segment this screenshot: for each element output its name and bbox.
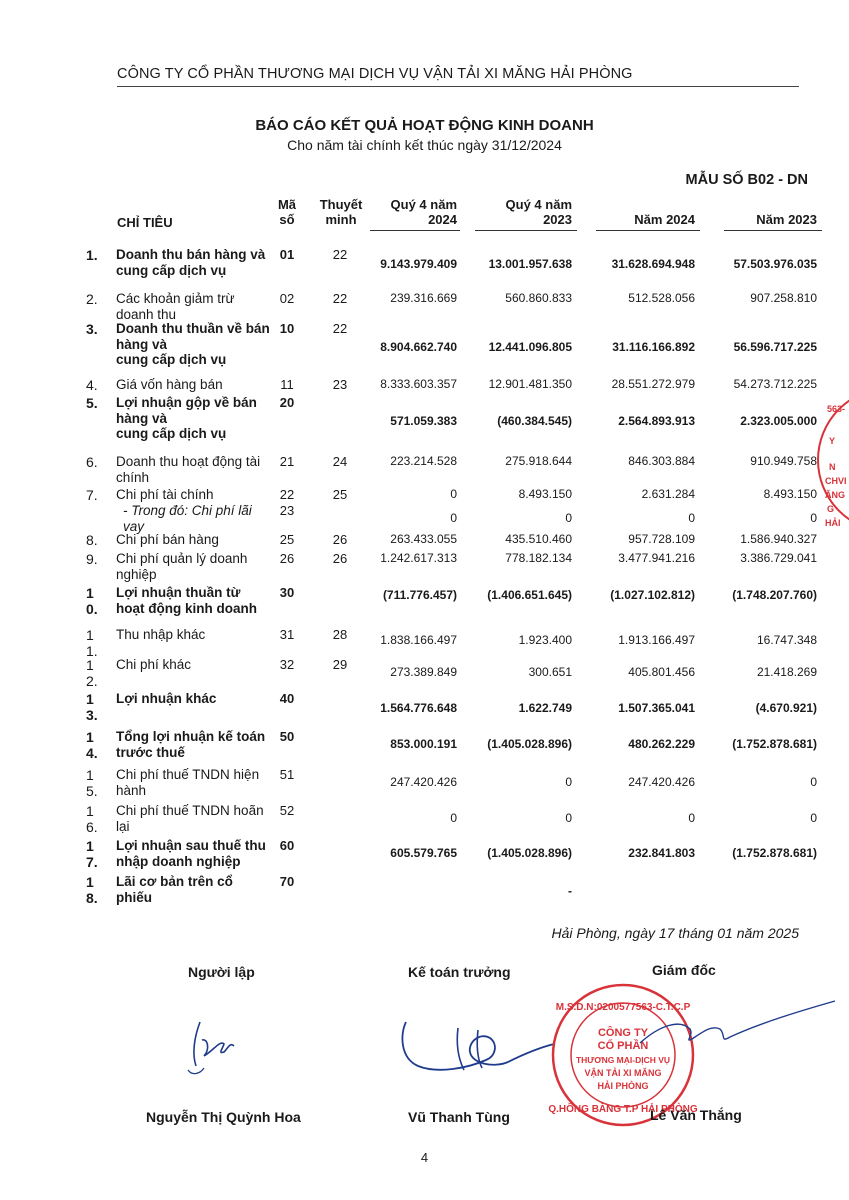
row-label: cung cấp dịch vụ: [116, 426, 227, 441]
svg-text:VẬN TẢI XI MĂNG: VẬN TẢI XI MĂNG: [584, 1068, 662, 1078]
svg-text:THƯƠNG MẠI-DỊCH VỤ: THƯƠNG MẠI-DỊCH VỤ: [575, 1055, 671, 1065]
row-label: phiếu: [116, 889, 152, 905]
row-value: 0: [810, 775, 817, 789]
row-value: (1.752.878.681): [732, 846, 817, 860]
row-code: 25: [279, 532, 295, 547]
row-value: 605.579.765: [390, 846, 457, 860]
row-value: 2.564.893.913: [618, 414, 695, 428]
row-value: 957.728.109: [628, 532, 695, 546]
row-code: 10: [279, 321, 295, 336]
accountant-name: Vũ Thanh Tùng: [408, 1109, 510, 1125]
row-value: 0: [565, 775, 572, 789]
row-value: 275.918.644: [505, 454, 572, 468]
row-note: 26: [332, 532, 348, 547]
header-year-2024: Năm 2024: [634, 212, 695, 227]
row-label: hành: [116, 782, 147, 798]
row-value: 2.631.284: [641, 487, 695, 501]
row-label: cung cấp dịch vụ: [116, 262, 227, 278]
row-value: 1.242.617.313: [380, 551, 457, 565]
row-note: 29: [332, 657, 348, 672]
row-value: 1.923.400: [518, 633, 572, 647]
row-value: 435.510.460: [505, 532, 572, 546]
row-value: 571.059.383: [390, 414, 457, 428]
row-note: 28: [332, 627, 348, 642]
row-label: lại: [116, 818, 130, 834]
row-value: 232.841.803: [628, 846, 695, 860]
row-value: 0: [810, 811, 817, 825]
row-label: Doanh thu bán hàng và: [116, 247, 266, 262]
row-index: 1: [86, 803, 94, 819]
svg-text:CÔNG TY: CÔNG TY: [597, 1027, 649, 1039]
row-index-cont: 2.: [86, 673, 98, 689]
row-note: 25: [332, 487, 348, 502]
row-value: 3.386.729.041: [740, 551, 817, 565]
row-index: 1: [86, 838, 94, 854]
row-value: 54.273.712.225: [733, 377, 817, 391]
row-code: 21: [279, 454, 295, 469]
row-note: 24: [332, 454, 348, 469]
svg-text:M.S.D.N:0200577563-C.T.C.P: M.S.D.N:0200577563-C.T.C.P: [555, 1002, 691, 1013]
row-value: 1.913.166.497: [618, 633, 695, 647]
row-value: (4.670.921): [755, 701, 817, 715]
row-index: 1: [86, 627, 94, 643]
row-label: Lãi cơ bản trên cổ: [116, 874, 233, 889]
partial-seal: [815, 380, 849, 540]
row-value: (1.027.102.812): [610, 588, 695, 602]
svg-text:HẢI: HẢI: [825, 518, 841, 528]
row-label: Chi phí bán hàng: [116, 532, 219, 547]
row-value: 31.628.694.948: [611, 257, 695, 271]
svg-text:CHVI: CHVI: [825, 476, 847, 486]
header-underline-year-2024: [596, 230, 700, 231]
row-code: 30: [279, 585, 295, 600]
row-code: 31: [279, 627, 295, 642]
preparer-signature: [180, 1010, 240, 1080]
row-index-cont: 7.: [86, 854, 98, 870]
header-indicator: CHỈ TIÊU: [117, 215, 173, 230]
header-q4-2023-2: 2023: [543, 212, 572, 227]
row-code: 22: [279, 487, 295, 502]
row-label: Lợi nhuận sau thuế thu: [116, 838, 266, 853]
row-label: Chi phí quản lý doanh: [116, 551, 248, 566]
row-value: 560.860.833: [505, 291, 572, 305]
header-underline-q4-2023: [475, 230, 577, 231]
row-index-cont: 1.: [86, 643, 98, 659]
row-label: nghiệp: [116, 566, 157, 582]
director-title: Giám đốc: [652, 962, 716, 978]
row-value: 1.586.940.327: [740, 532, 817, 546]
row-value: (711.776.457): [382, 588, 457, 602]
row-index: 3.: [86, 321, 98, 337]
row-value: 0: [450, 811, 457, 825]
company-name: CÔNG TY CỔ PHẦN THƯƠNG MẠI DỊCH VỤ VẬN TẢI XI MĂNG HẢI PHÒNG: [117, 66, 633, 82]
row-value: 1.838.166.497: [380, 633, 457, 647]
row-index: 1: [86, 874, 94, 890]
row-value: 910.949.758: [750, 454, 817, 468]
row-value: 273.389.849: [390, 665, 457, 679]
row-index: 1.: [86, 247, 98, 263]
row-label: cung cấp dịch vụ: [116, 352, 227, 367]
row-code: 32: [279, 657, 295, 672]
header-underline-q4-2024: [370, 230, 460, 231]
row-value: 247.420.426: [390, 775, 457, 789]
row-label: Giá vốn hàng bán: [116, 377, 223, 392]
row-code: 23: [279, 503, 295, 518]
row-value: 907.258.810: [750, 291, 817, 305]
row-index-cont: 6.: [86, 819, 98, 835]
row-note: 22: [332, 321, 348, 336]
row-label: hàng và: [116, 336, 168, 352]
row-value: 405.801.456: [628, 665, 695, 679]
header-underline-year-2023: [724, 230, 822, 231]
row-index: 1: [86, 729, 94, 745]
svg-text:Q.HỒNG BÀNG T.P HẢI PHÒNG: Q.HỒNG BÀNG T.P HẢI PHÒNG: [548, 1104, 698, 1115]
director-name: Lê Văn Thắng: [650, 1107, 742, 1123]
preparer-title: Người lập: [188, 964, 255, 980]
header-q4-2023-1: Quý 4 năm: [505, 197, 572, 212]
row-index: 7.: [86, 487, 98, 503]
place-date: Hải Phòng, ngày 17 tháng 01 năm 2025: [551, 925, 799, 941]
row-note: 22: [332, 291, 348, 306]
row-label: - Trong đó: Chi phí lãi: [123, 503, 252, 518]
row-value: 0: [688, 511, 695, 525]
row-value: 16.747.348: [756, 633, 817, 647]
row-index-cont: 0.: [86, 601, 98, 617]
row-value: 1.564.776.648: [380, 701, 457, 715]
row-value: -: [568, 884, 572, 898]
row-code: 40: [279, 691, 295, 706]
row-label: Doanh thu thuần về bán: [116, 321, 270, 336]
row-value: (1.405.028.896): [487, 737, 572, 751]
row-index: 1: [86, 767, 94, 783]
row-label: Lợi nhuận khác: [116, 691, 217, 706]
row-label: chính: [116, 469, 150, 485]
row-code: 52: [279, 803, 295, 818]
row-label: Tổng lợi nhuận kế toán: [116, 729, 266, 744]
row-value: 13.001.957.638: [488, 257, 572, 271]
row-value: 56.596.717.225: [733, 340, 817, 354]
row-label: Các khoản giảm trừ: [116, 291, 235, 306]
row-label: hàng và: [116, 410, 168, 426]
report-subtitle: Cho năm tài chính kết thúc ngày 31/12/2024: [287, 137, 562, 153]
row-value: 223.214.528: [390, 454, 457, 468]
row-value: 247.420.426: [628, 775, 695, 789]
row-value: (460.384.545): [497, 414, 572, 428]
header-q4-2024-1: Quý 4 năm: [390, 197, 457, 212]
page-number: 4: [420, 1150, 429, 1165]
header-code-1: Mã: [277, 197, 297, 212]
row-value: 28.551.272.979: [611, 377, 695, 391]
row-code: 11: [280, 377, 294, 392]
row-value: 0: [450, 511, 457, 525]
row-value: 263.433.055: [390, 532, 457, 546]
row-value: 8.493.150: [763, 487, 817, 501]
row-label: Lợi nhuận gộp về bán: [116, 395, 257, 410]
row-label: Doanh thu hoạt động tài: [116, 454, 261, 469]
row-code: 51: [279, 767, 295, 782]
row-value: 239.316.669: [390, 291, 457, 305]
row-note: 22: [332, 247, 348, 262]
row-value: 8.904.662.740: [380, 340, 457, 354]
header-note-2: minh: [325, 212, 357, 227]
form-code: MẪU SỐ B02 - DN: [685, 172, 808, 188]
row-value: 0: [565, 511, 572, 525]
row-value: 1.622.749: [518, 701, 572, 715]
row-value: 31.116.166.892: [612, 340, 695, 354]
row-index-cont: 4.: [86, 745, 98, 761]
row-index: 8.: [86, 532, 98, 548]
row-value: 0: [688, 811, 695, 825]
row-value: 12.441.096.805: [488, 340, 572, 354]
row-value: (1.752.878.681): [732, 737, 817, 751]
director-signature: [620, 995, 840, 1065]
report-title: BÁO CÁO KẾT QUẢ HOẠT ĐỘNG KINH DOANH: [255, 117, 594, 134]
preparer-name: Nguyễn Thị Quỳnh Hoa: [146, 1109, 301, 1125]
row-index: 9.: [86, 551, 98, 567]
row-index: 1: [86, 585, 94, 601]
accountant-signature: [398, 1008, 558, 1078]
row-index-cont: 8.: [86, 890, 98, 906]
row-value: (1.405.028.896): [487, 846, 572, 860]
svg-text:563-: 563-: [827, 404, 846, 414]
row-code: 60: [279, 838, 295, 853]
header-note-1: Thuyết: [319, 197, 363, 212]
row-index-cont: 3.: [86, 707, 98, 723]
row-label: Chi phí khác: [116, 657, 192, 672]
row-value: 0: [810, 511, 817, 525]
accountant-title: Kế toán trưởng: [408, 964, 511, 980]
row-label: vay: [123, 518, 145, 534]
row-value: 480.262.229: [628, 737, 695, 751]
row-value: 57.503.976.035: [733, 257, 817, 271]
row-index: 5.: [86, 395, 98, 411]
row-label: Chi phí thuế TNDN hiện: [116, 767, 260, 782]
row-index: 1: [86, 691, 94, 707]
row-value: 846.303.884: [628, 454, 695, 468]
row-label: Thu nhập khác: [116, 627, 206, 642]
svg-text:G: G: [827, 504, 835, 514]
row-label: Lợi nhuận thuần từ: [116, 585, 241, 600]
row-value: 12.901.481.350: [488, 377, 572, 391]
row-note: 26: [332, 551, 348, 566]
row-code: 02: [279, 291, 295, 306]
row-value: 21.418.269: [756, 665, 817, 679]
row-value: 8.493.150: [518, 487, 572, 501]
row-label: nhập doanh nghiệp: [116, 853, 241, 869]
row-label: trước thuế: [116, 744, 185, 760]
row-note: 23: [332, 377, 348, 392]
row-label: doanh thu: [116, 306, 177, 322]
row-value: (1.748.207.760): [732, 588, 817, 602]
row-value: 1.507.365.041: [618, 701, 695, 715]
row-label: hoạt động kinh doanh: [116, 600, 257, 616]
row-value: 512.528.056: [628, 291, 695, 305]
row-value: 300.651: [528, 665, 572, 679]
header-code-2: số: [279, 212, 295, 227]
row-index: 2.: [86, 291, 98, 307]
svg-text:CỔ PHẦN: CỔ PHẦN: [597, 1040, 649, 1052]
row-value: 853.000.191: [390, 737, 457, 751]
row-index: 1: [86, 657, 94, 673]
svg-text:ĂNG: ĂNG: [825, 490, 845, 500]
row-code: 26: [279, 551, 295, 566]
svg-text:HẢI PHÒNG: HẢI PHÒNG: [597, 1081, 649, 1091]
row-index-cont: 5.: [86, 783, 98, 799]
row-code: 01: [279, 247, 295, 262]
row-value: 3.477.941.216: [618, 551, 695, 565]
row-code: 70: [279, 874, 295, 889]
header-rule: [117, 86, 799, 87]
row-index: 6.: [86, 454, 98, 470]
row-value: 0: [565, 811, 572, 825]
row-value: (1.406.651.645): [487, 588, 572, 602]
row-code: 50: [279, 729, 295, 744]
row-label: Chi phí tài chính: [116, 487, 214, 502]
header-year-2023: Năm 2023: [756, 212, 817, 227]
svg-text:N: N: [829, 462, 836, 472]
header-q4-2024-2: 2024: [428, 212, 457, 227]
row-value: 9.143.979.409: [380, 257, 457, 271]
svg-text:Y: Y: [829, 436, 836, 446]
row-value: 8.333.603.357: [380, 377, 457, 391]
row-value: 0: [450, 487, 457, 501]
row-label: Chi phí thuế TNDN hoãn: [116, 803, 264, 818]
row-code: 20: [279, 395, 295, 410]
row-index: 4.: [86, 377, 98, 393]
row-value: 2.323.005.000: [740, 414, 817, 428]
row-value: 778.182.134: [505, 551, 572, 565]
